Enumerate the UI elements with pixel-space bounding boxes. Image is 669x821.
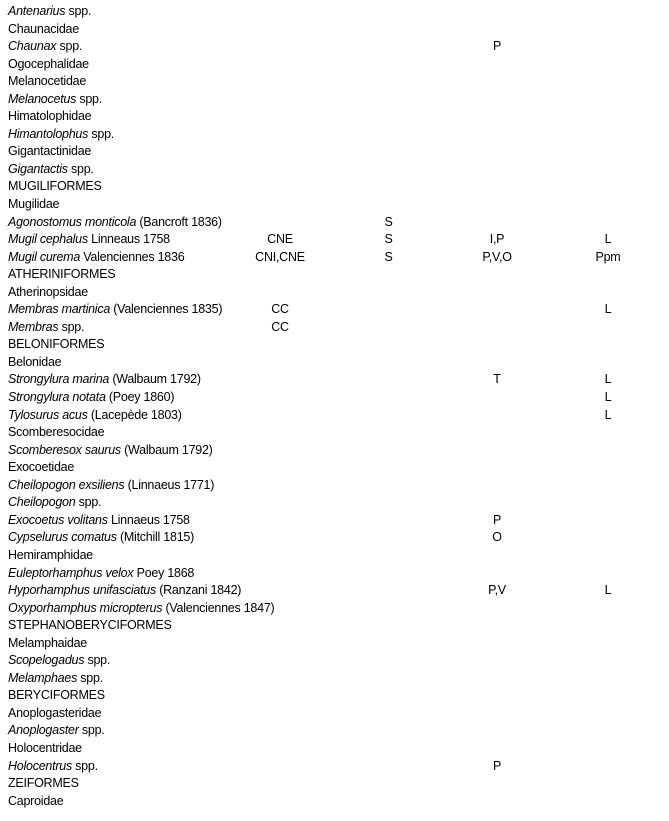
table-row [0,424,669,442]
taxon-authority: Linnaeus 1758 [107,512,190,527]
code-cell-3: P,V,O [482,249,512,264]
table-row [0,617,669,635]
taxon-scientific-name: Membras martinica [8,302,111,317]
taxon-name [0,91,230,109]
taxon-name [0,529,230,547]
table-row [0,582,669,600]
taxon-scientific-name: Strongylura notata [8,390,106,405]
taxon-name [0,582,242,600]
taxon-scientific-name: Gigantactis [8,161,68,176]
taxon-name [0,354,230,372]
taxon-name [0,214,230,232]
code-cell-4: L [604,232,612,247]
taxon-authority: Anoplogasteridae [8,705,102,720]
code-cell-1: CC [271,319,289,334]
taxon-authority: spp. [71,758,98,773]
taxon-name [0,319,230,337]
taxon-scientific-name: Hyporhamphus unifasciatus [8,583,156,598]
code-cell-3: P [492,758,502,773]
taxon-scientific-name: Chaunax [8,39,57,54]
table-row [0,56,669,74]
table-row [0,21,669,39]
code-cell-3: I,P [489,232,505,247]
taxon-name [0,758,230,776]
taxon-authority: BERYCIFORMES [8,688,105,703]
taxon-authority: (Mitchill 1815) [116,530,195,545]
table-row [0,652,669,670]
code-cell-3: P,V [488,583,506,598]
taxon-name [0,547,230,565]
table-row [0,143,669,161]
taxon-authority: Ogocephalidae [8,56,89,71]
taxon-scientific-name: Oxyporhamphus micropterus [8,600,163,615]
code-cell-4: Ppm [595,249,621,264]
taxon-scientific-name: Anoplogaster [8,723,79,738]
taxon-authority: MUGILIFORMES [8,179,102,194]
table-row [0,565,669,583]
table-row [0,161,669,179]
table-row [0,793,669,811]
taxon-authority: Linneaus 1758 [87,232,170,247]
taxon-name [0,284,230,302]
table-row [0,73,669,91]
table-row [0,705,669,723]
taxon-name [0,793,230,811]
taxon-scientific-name: Agonostomus monticola [8,214,137,229]
taxon-authority: Melanocetidae [8,74,87,89]
taxon-name [0,3,230,21]
code-cell-3: O [492,530,502,545]
taxon-name [0,652,230,670]
taxon-name [0,477,230,495]
taxon-authority: (Bancroft 1836) [136,214,222,229]
code-cell-2: S [384,249,393,264]
taxon-name [0,21,230,39]
table-row [0,512,669,530]
taxon-name [0,459,230,477]
code-cell-4: L [604,407,612,422]
taxon-authority: (Valenciennes 1847) [162,600,275,615]
table-row [0,249,669,267]
taxon-name [0,494,230,512]
code-cell-3: P [492,39,502,54]
table-row [0,687,669,705]
table-row [0,3,669,21]
table-row [0,284,669,302]
taxon-authority: spp. [65,4,92,18]
taxon-authority: BELONIFORMES [8,337,105,352]
table-row [0,477,669,495]
taxon-name [0,108,230,126]
taxon-authority: (Ranzani 1842) [156,583,242,598]
code-cell-4: L [604,583,612,598]
taxon-name [0,424,230,442]
taxon-scientific-name: Membras [8,319,59,334]
code-cell-3: T [493,372,501,387]
taxon-scientific-name: Mugil cephalus [8,232,88,247]
taxon-scientific-name: Himantolophus [8,126,89,141]
table-row [0,214,669,232]
table-row [0,336,669,354]
taxon-name [0,617,230,635]
table-row [0,740,669,758]
table-row [0,494,669,512]
code-cell-4: L [604,372,612,387]
table-row [0,231,669,249]
taxon-name [0,249,230,267]
taxon-authority: Himatolophidae [8,109,92,124]
taxon-authority: Melamphaidae [8,635,87,650]
taxon-name [0,687,230,705]
taxon-name [0,635,230,653]
code-cell-4: L [604,390,612,405]
taxon-name [0,178,230,196]
taxon-authority: Chaunacidae [8,21,79,36]
taxon-authority: (Walbaum 1792) [109,372,201,387]
taxon-scientific-name: Cheilopogon [8,495,76,510]
taxon-name [0,512,230,530]
code-cell-1: CNE [267,232,293,247]
taxon-name [0,705,230,723]
taxon-authority: spp. [75,495,102,510]
taxon-scientific-name: Scomberesox saurus [8,442,121,457]
table-row [0,407,669,425]
taxon-authority: STEPHANOBERYCIFORMES [8,618,172,633]
taxon-authority: spp. [67,161,94,176]
taxon-name [0,670,230,688]
table-row [0,266,669,284]
code-cell-1: CC [271,302,289,317]
taxon-authority: spp. [77,670,103,685]
taxon-authority: Belonidae [8,354,62,369]
taxon-scientific-name: Exocoetus volitans [8,512,108,527]
taxon-scientific-name: Strongylura marina [8,372,110,387]
taxon-name [0,336,230,354]
taxon-authority: Mugilidae [8,197,60,212]
table-row [0,38,669,56]
taxon-authority: ZEIFORMES [8,776,79,791]
code-cell-1: CNI,CNE [255,249,305,264]
taxon-scientific-name: Holocentrus [8,758,72,773]
table-row [0,775,669,793]
taxon-name [0,266,230,284]
taxon-authority: spp. [56,39,83,54]
table-row [0,547,669,565]
taxon-name [0,73,230,91]
taxon-scientific-name: Cypselurus comatus [8,530,117,545]
taxon-name [0,161,230,179]
taxon-name [0,407,230,425]
taxon-authority: spp. [58,319,85,334]
taxon-authority: Atherinopsidae [8,284,88,299]
taxon-name [0,143,230,161]
taxon-name [0,371,230,389]
taxon-authority: spp. [78,723,105,738]
taxon-name [0,301,230,319]
taxon-authority: spp. [84,653,111,668]
taxon-scientific-name: Melamphaes [8,670,78,685]
code-cell-2: S [384,232,393,247]
taxon-scientific-name: Scopelogadus [8,653,85,668]
table-row [0,126,669,144]
table-row [0,319,669,337]
table-row [0,371,669,389]
table-row [0,442,669,460]
code-cell-3: P [492,512,502,527]
taxon-name [0,389,230,407]
taxon-authority: Valenciennes 1836 [80,249,185,264]
table-row [0,529,669,547]
taxon-name [0,775,230,793]
taxon-authority: (Valenciennes 1835) [110,302,223,317]
taxon-scientific-name: Melanocetus [8,91,77,106]
taxon-name [0,126,230,144]
taxon-name [0,38,230,56]
table-row [0,91,669,109]
taxon-scientific-name: Cheilopogon exsiliens [8,477,125,492]
table-row [0,758,669,776]
table-row [0,635,669,653]
code-cell-2: S [384,214,393,229]
table-row [0,389,669,407]
taxon-authority: Exocoetidae [8,460,75,475]
taxon-name [0,56,230,74]
taxon-name [0,442,230,460]
taxon-authority: Gigantactinidae [8,144,92,159]
code-cell-4: L [604,302,612,317]
taxon-authority: Poey 1868 [133,565,195,580]
taxon-authority: (Walbaum 1792) [120,442,213,457]
taxon-authority: ATHERINIFORMES [8,267,116,282]
taxon-name [0,565,230,583]
taxon-authority: (Linnaeus 1771) [124,477,215,492]
taxon-scientific-name: Tylosurus acus [8,407,88,422]
table-row [0,301,669,319]
taxon-scientific-name: Euleptorhamphus velox [8,565,134,580]
taxon-name [0,196,230,214]
taxon-authority: Scomberesocidae [8,425,105,440]
taxon-authority: (Lacepède 1803) [87,407,182,422]
taxon-name [0,600,275,618]
table-row [0,196,669,214]
taxon-authority: (Poey 1860) [105,390,175,405]
taxon-authority: Hemiramphidae [8,547,93,562]
table-row [0,178,669,196]
table-row [0,354,669,372]
table-row [0,670,669,688]
taxon-scientific-name: Mugil curema [8,249,81,264]
taxon-authority: spp. [88,126,114,141]
taxon-authority: spp. [76,91,102,106]
taxon-scientific-name: Antenarius [8,4,66,18]
taxon-authority: Caproidae [8,793,64,808]
taxon-name [0,231,230,249]
taxon-authority: Holocentridae [8,740,82,755]
table-row [0,108,669,126]
taxon-name [0,740,230,758]
table-row [0,459,669,477]
taxon-name [0,722,230,740]
table-row [0,600,669,618]
table-row [0,722,669,740]
